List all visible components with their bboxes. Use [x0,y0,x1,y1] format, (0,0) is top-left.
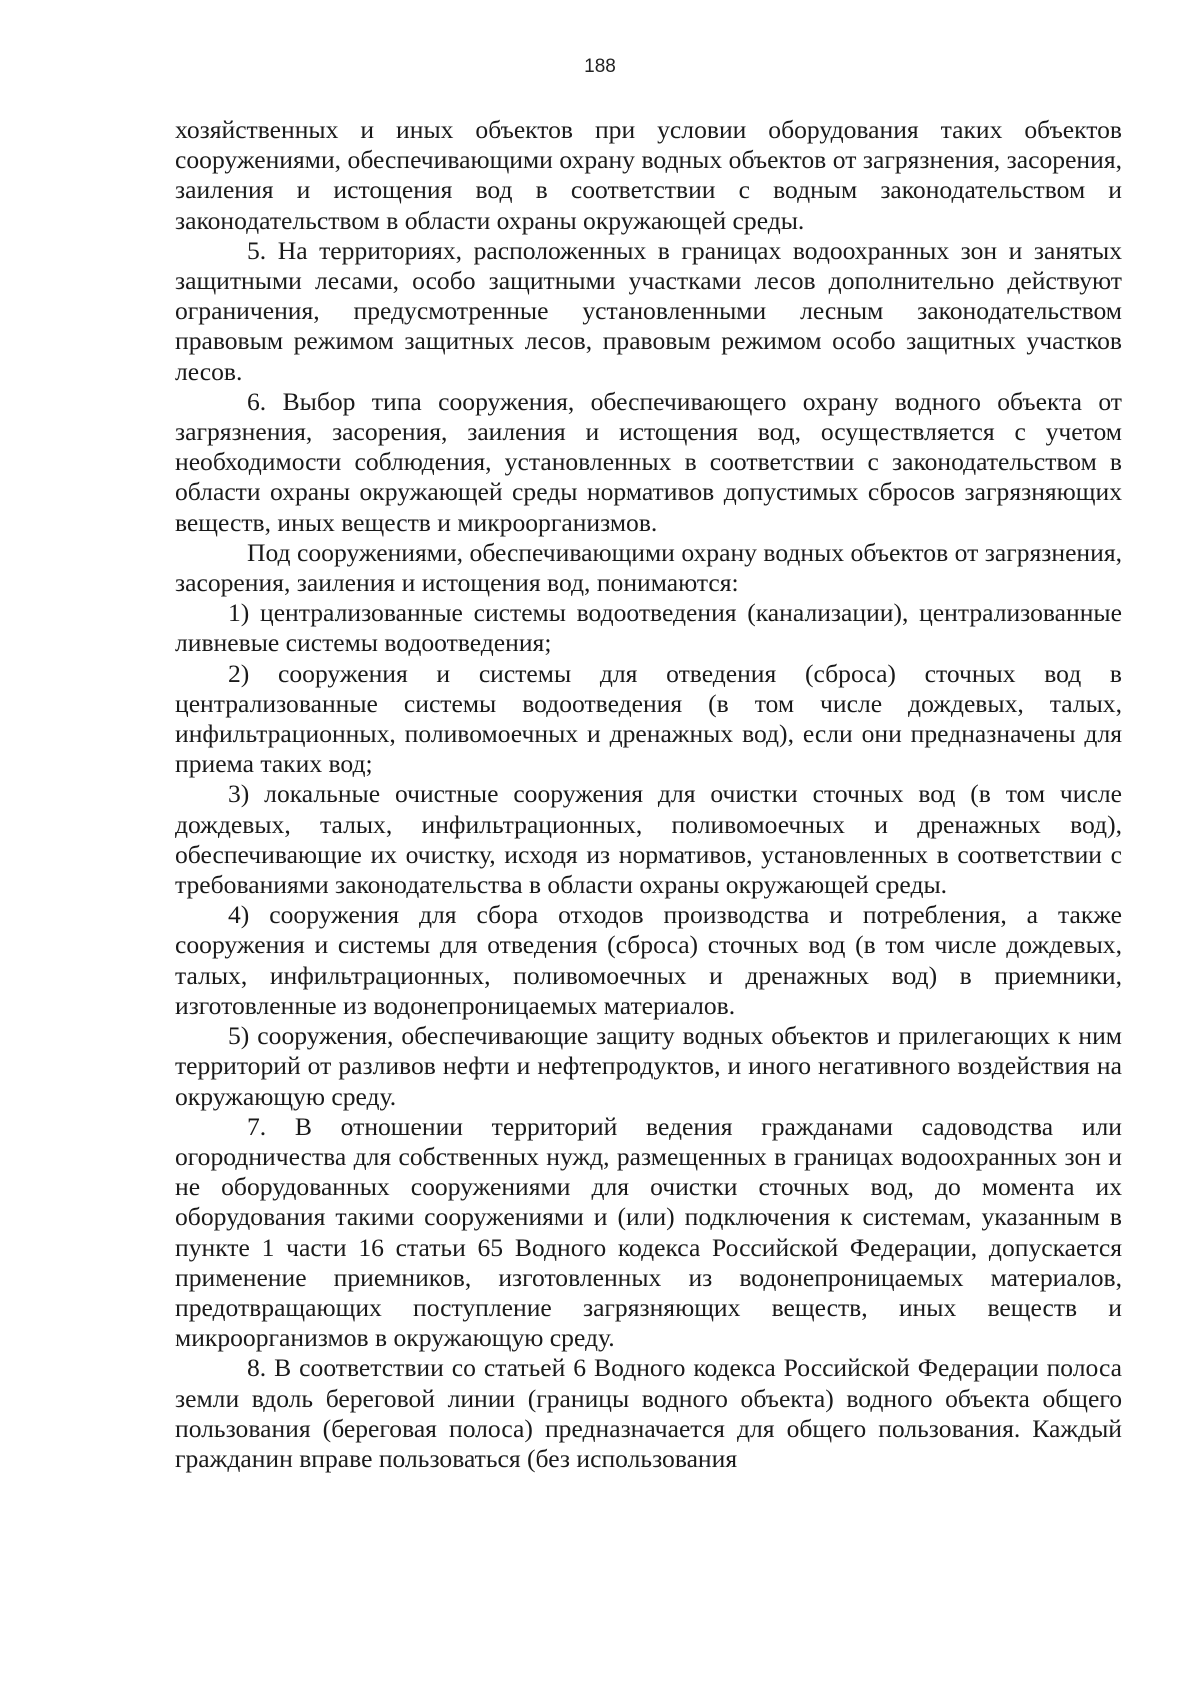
paragraph-item-6: 6. Выбор типа сооружения, обеспечивающего охрану водного объекта от загрязнения, засорения, заиления и истощения вод, осуществляется с учетом необходимости соблюдения, установленных в соответствии с законодательством в области охраны окружающей среды нормативов допустимых сбросов загрязняющих веществ, иных веществ и микроорганизмов. [175,386,1122,537]
list-item-4: 4) сооружения для сбора отходов производства и потребления, а также сооружения и системы для отведения (сброса) сточных вод (в том числе дождевых, талых, инфильтрационных, поливомоечных и дренажных вод) в приемники, изготовленные из водонепроницаемых материалов. [175,900,1122,1020]
list-item-3: 3) локальные очистные сооружения для очистки сточных вод (в том числе дождевых, талых, инфильтрационных, поливомоечных и дренажных вод), обеспечивающие их очистку, исходя из нормативов, установленных в соответствии с требованиями законодательства в области охраны окружающей среды. [175,779,1122,900]
list-item-1: 1) централизованные системы водоотведения (канализации), централизованные ливневые системы водоотведения; [175,598,1122,658]
list-item-2: 2) сооружения и системы для отведения (сброса) сточных вод в централизованные системы водоотведения (в том числе дождевых, талых, инфильтрационных, поливомоечных и дренажных вод), если они предназначены для приема таких вод; [175,658,1122,779]
paragraph-item-8: 8. В соответствии со статьей 6 Водного кодекса Российской Федерации полоса земли вдоль береговой линии (границы водного объекта) водного объекта общего пользования (береговая полоса) предназначается для общего пользования. Каждый гражданин вправе пользоваться (без использования [175,1353,1122,1473]
page-number: 188 [584,56,616,77]
paragraph-item-7: 7. В отношении территорий ведения гражданами садоводства или огородничества для собственных нужд, размещенных в границах водоохранных зон и не оборудованных сооружениями для очистки сточных вод, до момента их оборудования такими сооружениями и (или) подключения к системам, указанным в пункте 1 части 16 статьи 65 Водного кодекса Российской Федерации, допускается применение приемников, изготовленных из водонепроницаемых материалов, предотвращающих поступление загрязняющих веществ, иных веществ и микроорганизмов в окружающую среду. [175,1111,1122,1353]
document-body [175,115,1122,1474]
paragraph-item-5: 5. На территориях, расположенных в границах водоохранных зон и занятых защитными лесами, особо защитными участками лесов дополнительно действуют ограничения, предусмотренные установленными лесным законодательством правовым режимом защитных лесов, правовым режимом особо защитных участков лесов. [175,235,1122,386]
paragraph-continuation: хозяйственных и иных объектов при условии оборудования таких объектов сооружениями, обеспечивающими охрану водных объектов от загрязнения, засорения, заиления и истощения вод в соответствии с водным законодательством и законодательством в области охраны окружающей среды. [175,115,1122,235]
list-item-5: 5) сооружения, обеспечивающие защиту водных объектов и прилегающих к ним территорий от разливов нефти и нефтепродуктов, и иного негативного воздействия на окружающую среду. [175,1021,1122,1111]
paragraph-definition-intro: Под сооружениями, обеспечивающими охрану водных объектов от загрязнения, засорения, заиления и истощения вод, понимаются: [175,537,1122,598]
